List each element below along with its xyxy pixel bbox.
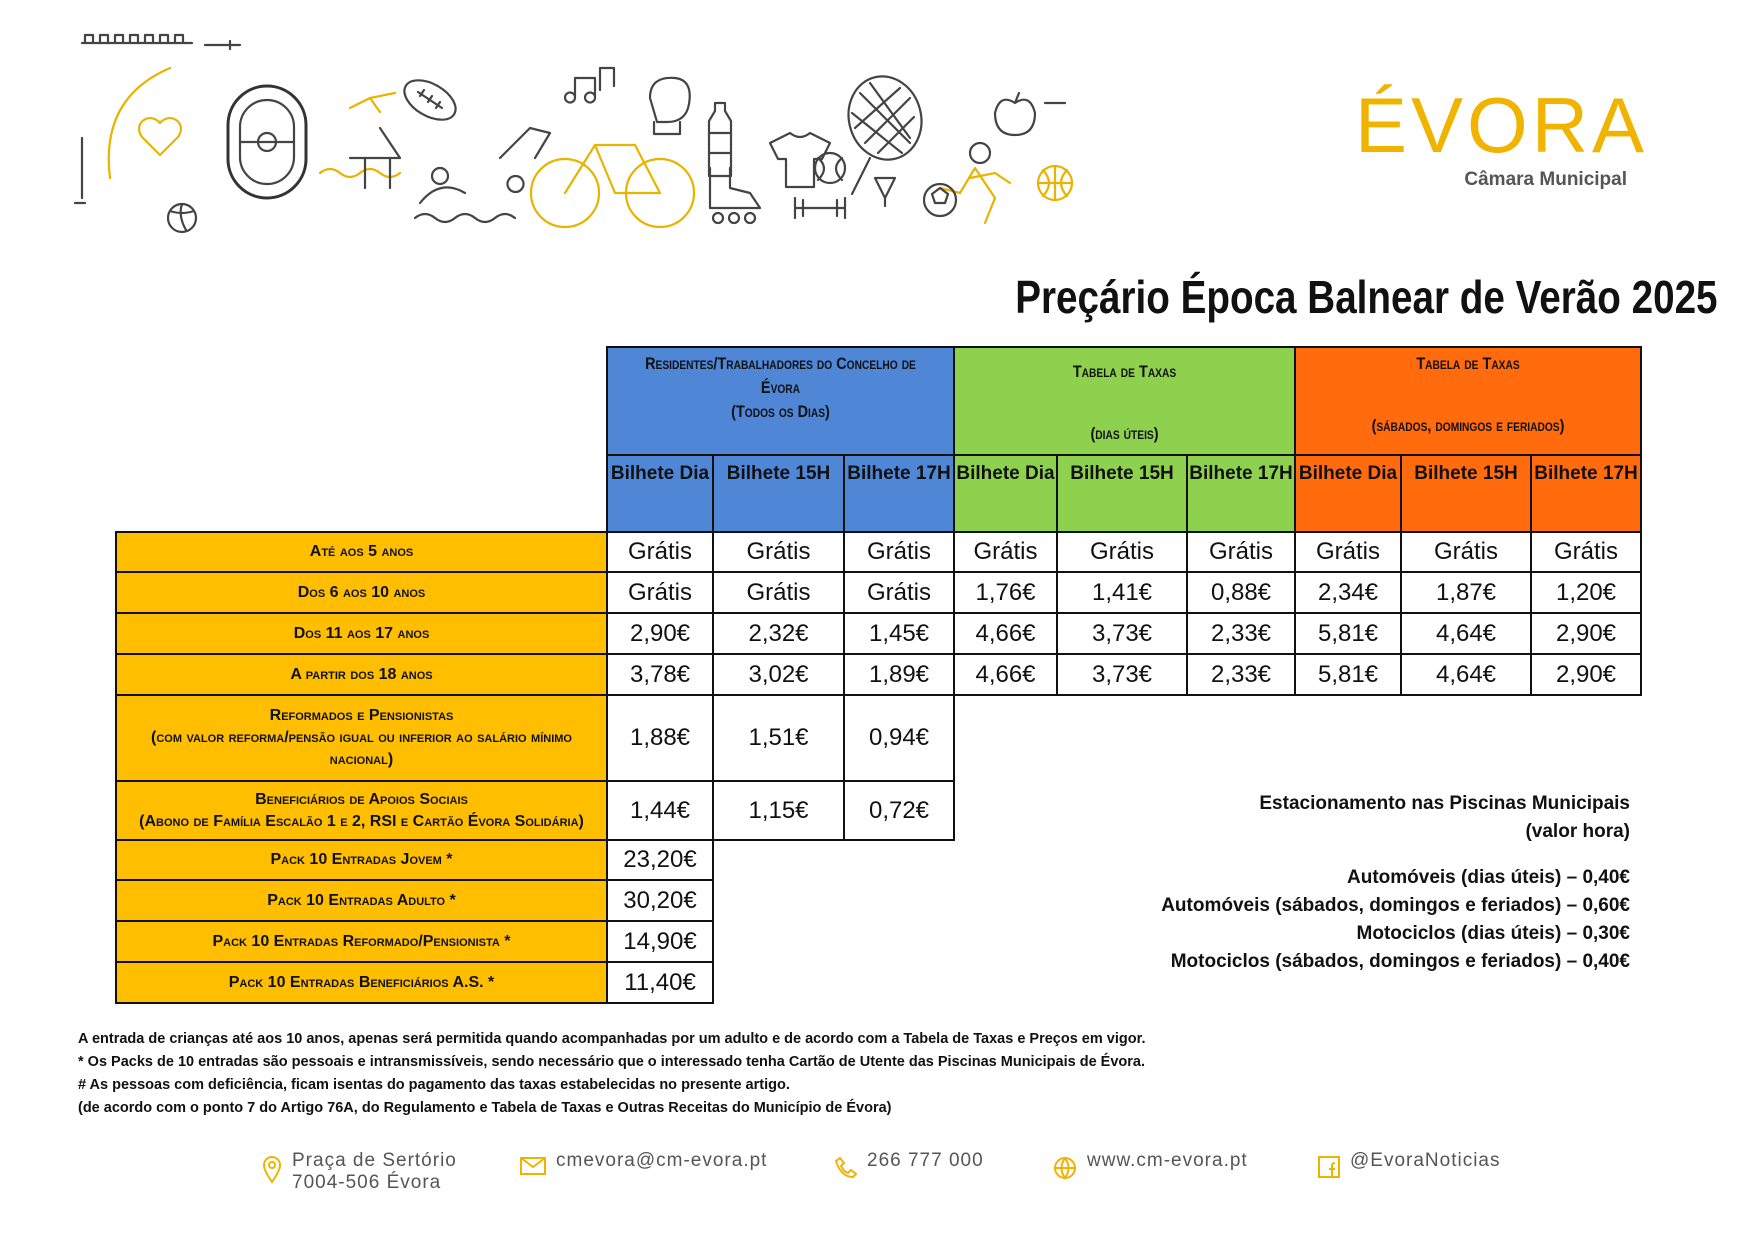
footer-website[interactable] xyxy=(1053,1150,1248,1180)
col-header: Bilhete Dia xyxy=(954,455,1057,532)
logo-wordmark: ÉVORA xyxy=(1355,81,1649,169)
price-cell: 1,51€ xyxy=(713,695,844,781)
row-label: Dos 11 aos 17 anos xyxy=(116,613,607,654)
price-cell: 1,88€ xyxy=(607,695,713,781)
price-cell: Grátis xyxy=(1295,532,1401,572)
table-row xyxy=(116,613,1641,654)
price-cell: 1,45€ xyxy=(844,613,954,654)
footer-email[interactable] xyxy=(520,1150,767,1176)
col-header: Bilhete 15H xyxy=(1057,455,1187,532)
col-header: Bilhete 17H xyxy=(1531,455,1641,532)
email-link[interactable]: cmevora@cm-evora.pt xyxy=(556,1150,768,1171)
footnote: A entrada de crianças até aos 10 anos, apenas será permitida quando acompanhadas por um adulto e de acordo com a Tabela de Taxas e Preços em vigor. xyxy=(78,1031,1146,1047)
price-cell: 1,20€ xyxy=(1531,572,1641,613)
parking-item: Automóveis (sábados, domingos e feriados) – 0,60€ xyxy=(1161,895,1630,916)
row-label-detail: (com valor reforma/pensão igual ou inferior ao salário mínimo nacional) xyxy=(151,729,572,768)
table-corner xyxy=(116,347,607,455)
price-cell: 4,66€ xyxy=(954,613,1057,654)
row-label: A partir dos 18 anos xyxy=(116,654,607,695)
phone-number[interactable]: 266 777 000 xyxy=(867,1150,984,1171)
logo-subtitle: Câmara Municipal xyxy=(1464,169,1627,190)
price-cell: 11,40€ xyxy=(607,962,713,1003)
group-subtitle: (dias úteis) xyxy=(1090,424,1159,443)
parking-item: Motociclos (sábados, domingos e feriados) – 0,40€ xyxy=(1170,951,1630,972)
phone-icon xyxy=(835,1156,857,1178)
footer-social[interactable] xyxy=(1318,1150,1501,1178)
footnote: * Os Packs de 10 entradas são pessoais e intransmissíveis, sendo necessário que o interessado tenha Cartão de Utente das Piscinas Municipais de Évora. xyxy=(78,1054,1145,1070)
col-header: Bilhete Dia xyxy=(607,455,713,532)
footnote: (de acordo com o ponto 7 do Artigo 76A, do Regulamento e Tabela de Taxas e Outras Receitas do Município de Évora) xyxy=(78,1100,892,1116)
price-cell: Grátis xyxy=(713,572,844,613)
price-cell: Grátis xyxy=(607,572,713,613)
address-line: Praça de Sertório xyxy=(292,1150,457,1171)
price-cell: 2,33€ xyxy=(1187,654,1295,695)
table-row xyxy=(116,572,1641,613)
price-cell: Grátis xyxy=(1057,532,1187,572)
price-cell: 2,32€ xyxy=(713,613,844,654)
group-header-weekdays: Tabela de Taxas (dias úteis) xyxy=(954,347,1295,455)
price-cell: 2,34€ xyxy=(1295,572,1401,613)
location-pin-icon xyxy=(262,1156,282,1184)
row-label: Pack 10 Entradas Beneficiários A.S. * xyxy=(116,962,607,1003)
price-cell: 30,20€ xyxy=(607,880,713,921)
row-label: Beneficiários de Apoios Sociais (Abono de Família Escalão 1 e 2, RSI e Cartão Évora Solidária) xyxy=(116,781,607,840)
globe-icon xyxy=(1053,1156,1077,1180)
price-cell: 14,90€ xyxy=(607,921,713,962)
price-cell: 2,90€ xyxy=(1531,613,1641,654)
table-row xyxy=(116,532,1641,572)
parking-item: Automóveis (dias úteis) – 0,40€ xyxy=(1347,867,1630,888)
price-cell: 0,72€ xyxy=(844,781,954,840)
social-handle[interactable]: @EvoraNoticias xyxy=(1350,1150,1501,1171)
table-row xyxy=(116,695,1641,781)
price-cell: 4,66€ xyxy=(954,654,1057,695)
price-cell: Grátis xyxy=(844,572,954,613)
footnotes xyxy=(78,1028,1178,1120)
group-header-residents: Residentes/Trabalhadores do Concelho de Évora (Todos os Dias) xyxy=(607,347,954,455)
price-cell: Grátis xyxy=(1401,532,1531,572)
price-cell: Grátis xyxy=(844,532,954,572)
price-cell: 2,90€ xyxy=(607,613,713,654)
price-cell: 1,15€ xyxy=(713,781,844,840)
page-title: Preçário Época Balnear de Verão 2025 xyxy=(1015,271,1718,323)
price-cell: 4,64€ xyxy=(1401,613,1531,654)
price-cell: 1,76€ xyxy=(954,572,1057,613)
col-header: Bilhete 17H xyxy=(1187,455,1295,532)
price-cell: 0,88€ xyxy=(1187,572,1295,613)
price-cell: Grátis xyxy=(607,532,713,572)
sports-illustration-banner xyxy=(70,28,1250,253)
price-cell: Grátis xyxy=(1187,532,1295,572)
group-subtitle: (sábados, domingos e feriados) xyxy=(1371,416,1565,435)
row-label: Dos 6 aos 10 anos xyxy=(116,572,607,613)
parking-title: Estacionamento nas Piscinas Municipais xyxy=(1259,793,1630,814)
evora-logo xyxy=(1355,80,1649,190)
address-line: 7004-506 Évora xyxy=(292,1172,442,1193)
group-subtitle: (Todos os Dias) xyxy=(731,402,830,421)
col-header: Bilhete Dia xyxy=(1295,455,1401,532)
price-cell: 3,73€ xyxy=(1057,654,1187,695)
col-header: Bilhete 15H xyxy=(713,455,844,532)
row-label: Até aos 5 anos xyxy=(116,532,607,572)
price-cell: 1,87€ xyxy=(1401,572,1531,613)
col-header: Bilhete 15H xyxy=(1401,455,1531,532)
price-cell: Grátis xyxy=(713,532,844,572)
email-icon xyxy=(520,1156,546,1176)
parking-unit: (valor hora) xyxy=(1525,821,1630,842)
price-cell: 1,89€ xyxy=(844,654,954,695)
row-label-detail: (Abono de Família Escalão 1 e 2, RSI e Cartão Évora Solidária) xyxy=(139,812,584,830)
price-cell: 2,90€ xyxy=(1531,654,1641,695)
row-label: Pack 10 Entradas Reformado/Pensionista * xyxy=(116,921,607,962)
price-cell: 3,73€ xyxy=(1057,613,1187,654)
col-header: Bilhete 17H xyxy=(844,455,954,532)
price-cell: 2,33€ xyxy=(1187,613,1295,654)
row-label: Pack 10 Entradas Adulto * xyxy=(116,880,607,921)
price-cell: 5,81€ xyxy=(1295,613,1401,654)
group-header-weekends: Tabela de Taxas (sábados, domingos e feriados) xyxy=(1295,347,1641,455)
price-cell: Grátis xyxy=(954,532,1057,572)
footer-phone[interactable] xyxy=(835,1150,984,1178)
row-label: Reformados e Pensionistas (com valor reforma/pensão igual ou inferior ao salário mínimo nacional) xyxy=(116,695,607,781)
price-cell: 3,02€ xyxy=(713,654,844,695)
table-row xyxy=(116,654,1641,695)
parking-item: Motociclos (dias úteis) – 0,30€ xyxy=(1356,923,1630,944)
website-link[interactable]: www.cm-evora.pt xyxy=(1087,1150,1248,1171)
row-label: Pack 10 Entradas Jovem * xyxy=(116,840,607,880)
contact-footer xyxy=(0,1150,1755,1210)
parking-info xyxy=(1160,790,1630,976)
price-cell: 4,64€ xyxy=(1401,654,1531,695)
price-cell: 1,41€ xyxy=(1057,572,1187,613)
price-cell: 23,20€ xyxy=(607,840,713,880)
price-cell: 0,94€ xyxy=(844,695,954,781)
footnote: # As pessoas com deficiência, ficam isentas do pagamento das taxas estabelecidas no presente artigo. xyxy=(78,1077,790,1093)
price-cell: 5,81€ xyxy=(1295,654,1401,695)
price-cell: 3,78€ xyxy=(607,654,713,695)
price-cell: Grátis xyxy=(1531,532,1641,572)
price-cell: 1,44€ xyxy=(607,781,713,840)
facebook-icon xyxy=(1318,1156,1340,1178)
footer-address xyxy=(262,1150,457,1194)
